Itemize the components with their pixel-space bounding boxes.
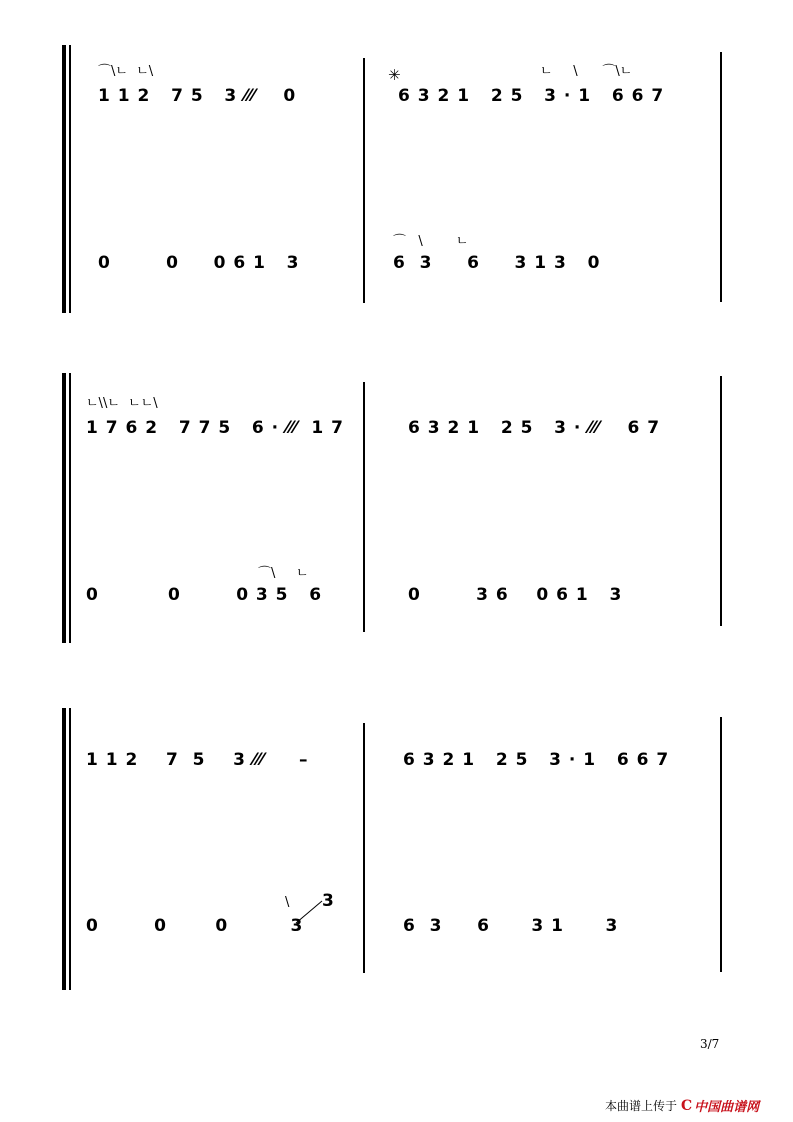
barline: [363, 382, 365, 632]
lower-measure: 0 0 0 3: [86, 916, 304, 936]
system-brace: [62, 45, 66, 313]
lower-measure: 0 0 0 3 5 6: [86, 585, 323, 605]
barline: [363, 723, 365, 973]
footer-text: 本曲谱上传于: [605, 1099, 678, 1113]
barline: [363, 58, 365, 303]
logo-text: 中国曲谱网: [694, 1100, 760, 1115]
lower-measure: 6 3 6 3 1 3: [403, 916, 619, 936]
articulation-marks: ⌒ \ ㄴ: [393, 234, 469, 249]
ornament-mark: ✳: [388, 66, 401, 84]
score-system-1: [0, 40, 793, 320]
barline: [720, 52, 722, 302]
articulation-marks: ㄴ \ ⌒\ㄴ: [540, 64, 633, 79]
articulation-marks: ⌒\ㄴ ㄴ\: [98, 64, 154, 79]
barline: [720, 376, 722, 626]
system-brace-line: [69, 45, 71, 313]
site-logo[interactable]: [681, 1096, 759, 1115]
upper-measure: 6 3 2 1 2 5 3 · 1 6 6 7: [403, 750, 670, 770]
lower-measure: 0 0 0 6 1 3: [98, 253, 300, 273]
system-brace-line: [69, 373, 71, 643]
lower-measure: 6 3 6 3 1 3 0: [393, 253, 601, 273]
slide-mark: \: [285, 895, 290, 910]
lower-measure: 0 3 6 0 6 1 3: [408, 585, 623, 605]
articulation-marks: ⌒\ ㄴ: [258, 566, 309, 581]
logo-mark: C: [681, 1097, 693, 1114]
upper-measure: 1 7 6 2 7 7 5 6 · ⁄⁄⁄ 1 7: [86, 418, 344, 438]
upper-measure: 1 1 2 7 5 3 ⁄⁄⁄ 0: [98, 86, 297, 106]
articulation-marks: ㄴ\\ㄴ ㄴㄴ\: [86, 396, 158, 411]
slide-note: 3: [322, 891, 335, 911]
system-brace: [62, 373, 66, 643]
page-number: 3/7: [700, 1037, 720, 1051]
barline: [720, 717, 722, 972]
score-system-3: [0, 705, 793, 995]
upper-measure: 6 3 2 1 2 5 3 · ⁄⁄⁄ 6 7: [408, 418, 661, 438]
system-brace: [62, 708, 66, 990]
upper-measure: 1 1 2 7 5 3 ⁄⁄⁄ –: [86, 750, 309, 770]
score-system-2: [0, 370, 793, 650]
upper-measure: 6 3 2 1 2 5 3 · 1 6 6 7: [398, 86, 665, 106]
footer-credit: [605, 1096, 759, 1115]
system-brace-line: [69, 708, 71, 990]
